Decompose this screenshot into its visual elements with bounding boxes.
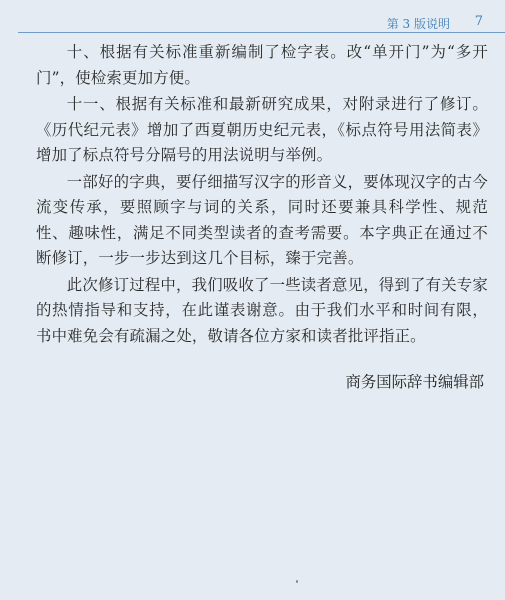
paragraph-11: 十一、根据有关标准和最新研究成果，对附录进行了修订。《历代纪元表》增加了西夏朝历史纪元表，《标点符号用法简表》增加了标点符号分隔号的用法说明与举例。: [36, 95, 488, 164]
paragraph-10: 十、根据有关标准重新编制了检字表。改“单开门”为“多开门”，使检索更加方便。: [36, 43, 488, 87]
signature-editorial-dept: 商务国际辞书编辑部: [345, 373, 484, 391]
paragraph-acknowledgement: 此次修订过程中，我们吸收了一些读者意见，得到了有关专家的热情指导和支持，在此谨表谢意。由于我们水平和时间有限，书中难免会有疏漏之处，敬请各位方家和读者批评指正。: [36, 275, 488, 345]
print-speck: [296, 580, 298, 583]
header-section-title: 第 3 版说明: [386, 17, 450, 31]
header-rule: [18, 32, 505, 33]
page-body: [36, 40, 488, 350]
running-header: [0, 0, 505, 32]
paragraph-dictionary-goals: 一部好的字典，要仔细描写汉字的形音义，要体现汉字的古今流变传承，要照顾字与词的关系，同时还要兼具科学性、规范性、趣味性，满足不同类型读者的查考需要。本字典正在通过不断修订，一步一步达到这几个目标，臻于完善。: [36, 172, 488, 267]
page-number: 7: [474, 14, 483, 29]
